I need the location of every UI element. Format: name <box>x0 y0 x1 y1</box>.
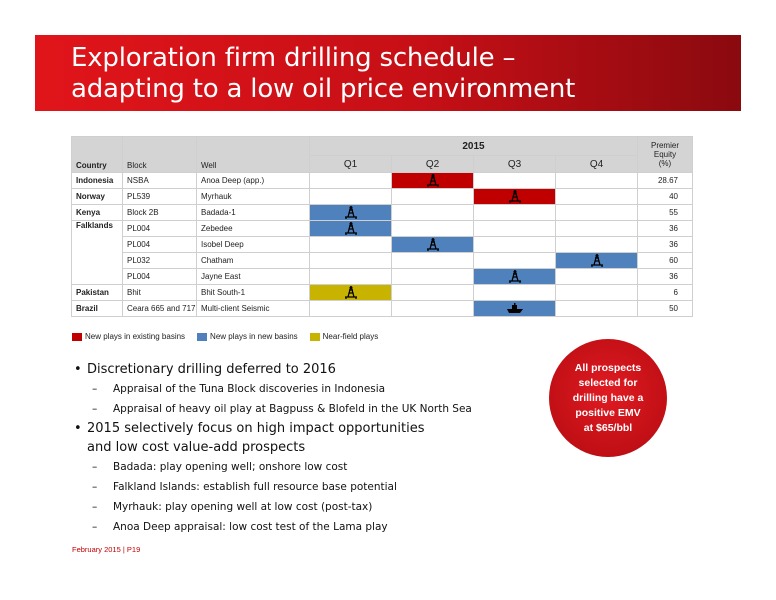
drilling-rig-icon <box>508 190 522 203</box>
table-row <box>72 269 693 285</box>
cell-well: Myrhauk <box>197 189 310 205</box>
cell-equity: 55 <box>638 205 693 221</box>
cell-well: Badada-1 <box>197 205 310 221</box>
cell-block: PL004 <box>123 237 197 253</box>
schedule-bar-blue <box>474 301 555 316</box>
cell-block: NSBA <box>123 173 197 189</box>
drilling-rig-icon <box>426 174 440 187</box>
header-equity <box>638 137 693 173</box>
callout-line-2: selected for <box>578 376 638 389</box>
bullet-text: 2015 selectively focus on high impact opportunities <box>87 421 425 436</box>
header-equity-line1: Premier <box>650 141 679 150</box>
cell-block: Bhit <box>123 285 197 301</box>
cell-equity: 6 <box>638 285 693 301</box>
table-row <box>72 189 693 205</box>
header-country: Country <box>72 137 123 173</box>
survey-ship-icon <box>507 302 523 315</box>
legend-item-red <box>72 332 185 341</box>
schedule-bar-yellow <box>310 285 391 300</box>
sub-bullet-text: Falkland Islands: establish full resource base potential <box>113 481 397 493</box>
cell-equity: 40 <box>638 189 693 205</box>
cell-block: PL032 <box>123 253 197 269</box>
bullet-text-continued: and low cost value-add prospects <box>87 440 306 455</box>
cell-block: PL539 <box>123 189 197 205</box>
table-row <box>72 205 693 221</box>
cell-equity: 36 <box>638 269 693 285</box>
legend-swatch-blue <box>197 333 207 341</box>
header-equity-line3: (%) <box>658 159 672 168</box>
bullet-text: Discretionary drilling deferred to 2016 <box>87 362 336 377</box>
table-row <box>72 173 693 189</box>
callout-line-1: All prospects <box>574 361 642 374</box>
schedule-bar-blue <box>474 269 555 284</box>
table-row <box>72 221 693 237</box>
cell-well: Chatham <box>197 253 310 269</box>
drilling-rig-icon <box>344 286 358 299</box>
page-title-line-1: Exploration firm drilling schedule – <box>71 43 516 73</box>
header-year: 2015 <box>310 137 638 156</box>
cell-well: Multi-client Seismic <box>197 301 310 317</box>
cell-well: Bhit South-1 <box>197 285 310 301</box>
schedule-bar-blue <box>310 205 391 220</box>
legend <box>72 332 378 341</box>
header-well: Well <box>197 137 310 173</box>
cell-country: Falklands <box>72 221 123 285</box>
sub-bullet-item: – Appraisal of the Tuna Block discoveries in Indonesia <box>74 379 534 399</box>
schedule-bar-blue <box>310 221 391 236</box>
drilling-rig-icon <box>590 254 604 267</box>
legend-swatch-yellow <box>310 333 320 341</box>
legend-label-blue: New plays in new basins <box>210 332 298 341</box>
cell-country: Indonesia <box>72 173 123 189</box>
cell-country: Pakistan <box>72 285 123 301</box>
sub-bullet-text: Appraisal of heavy oil play at Bagpuss & Blofeld in the UK North Sea <box>113 403 472 415</box>
cell-block: Block 2B <box>123 205 197 221</box>
schedule-bar-blue <box>392 237 473 252</box>
sub-bullet-text: Badada: play opening well; onshore low cost <box>113 461 348 473</box>
drilling-rig-icon <box>508 270 522 283</box>
header-block: Block <box>123 137 197 173</box>
sub-bullet-text: Anoa Deep appraisal: low cost test of the Lama play <box>113 521 388 533</box>
legend-label-yellow: Near-field plays <box>322 332 379 341</box>
table-row <box>72 285 693 301</box>
schedule-bar-blue <box>556 253 637 268</box>
sub-bullet-item: – Badada: play opening well; onshore low cost <box>74 457 534 477</box>
header-q2: Q2 <box>392 156 474 173</box>
bullet-list <box>74 360 534 537</box>
legend-label-red: New plays in existing basins <box>85 332 186 341</box>
callout-circle <box>549 339 667 457</box>
sub-bullet-item: – Falkland Islands: establish full resource base potential <box>74 477 534 497</box>
cell-block: Ceara 665 and 717 <box>123 301 197 317</box>
table-row <box>72 253 693 269</box>
sub-bullet-text: Myrhauk: play opening well at low cost (post-tax) <box>113 501 373 513</box>
legend-item-blue <box>197 332 298 341</box>
callout-line-3: drilling have a <box>572 391 644 404</box>
cell-equity: 36 <box>638 221 693 237</box>
bullet-item: • Discretionary drilling deferred to 2016 <box>74 362 336 377</box>
bullet-item: • 2015 selectively focus on high impact opportunities and low cost value-add prospects <box>74 421 425 455</box>
sub-bullet-item: – Myrhauk: play opening well at low cost (post-tax) <box>74 497 534 517</box>
cell-equity: 28.67 <box>638 173 693 189</box>
title-banner <box>35 35 741 111</box>
table-row <box>72 301 693 317</box>
cell-country: Norway <box>72 189 123 205</box>
cell-well: Jayne East <box>197 269 310 285</box>
sub-bullet-item: – Appraisal of heavy oil play at Bagpuss & Blofeld in the UK North Sea <box>74 399 534 419</box>
header-q1: Q1 <box>310 156 392 173</box>
drilling-rig-icon <box>426 238 440 251</box>
cell-equity: 36 <box>638 237 693 253</box>
cell-country: Brazil <box>72 301 123 317</box>
header-q3: Q3 <box>474 156 556 173</box>
sub-bullet-text: Appraisal of the Tuna Block discoveries in Indonesia <box>113 383 386 395</box>
cell-block: PL004 <box>123 221 197 237</box>
header-equity-line2: Equity <box>653 150 677 159</box>
drilling-schedule-table <box>71 136 693 317</box>
cell-equity: 60 <box>638 253 693 269</box>
cell-well: Isobel Deep <box>197 237 310 253</box>
page-title-line-2: adapting to a low oil price environment <box>71 74 576 104</box>
legend-item-yellow <box>310 332 379 341</box>
drilling-rig-icon <box>344 222 358 235</box>
table-row <box>72 237 693 253</box>
callout-line-4: positive EMV <box>575 406 641 419</box>
schedule-bar-red <box>474 189 555 204</box>
cell-equity: 50 <box>638 301 693 317</box>
callout-line-5: at $65/bbl <box>583 421 633 434</box>
header-q4: Q4 <box>556 156 638 173</box>
sub-bullet-item: – Anoa Deep appraisal: low cost test of the Lama play <box>74 517 534 537</box>
footer-date-page: February 2015 | P19 <box>72 545 141 554</box>
cell-well: Anoa Deep (app.) <box>197 173 310 189</box>
cell-block: PL004 <box>123 269 197 285</box>
schedule-bar-red <box>392 173 473 188</box>
drilling-rig-icon <box>344 206 358 219</box>
cell-well: Zebedee <box>197 221 310 237</box>
legend-swatch-red <box>72 333 82 341</box>
cell-country: Kenya <box>72 205 123 221</box>
